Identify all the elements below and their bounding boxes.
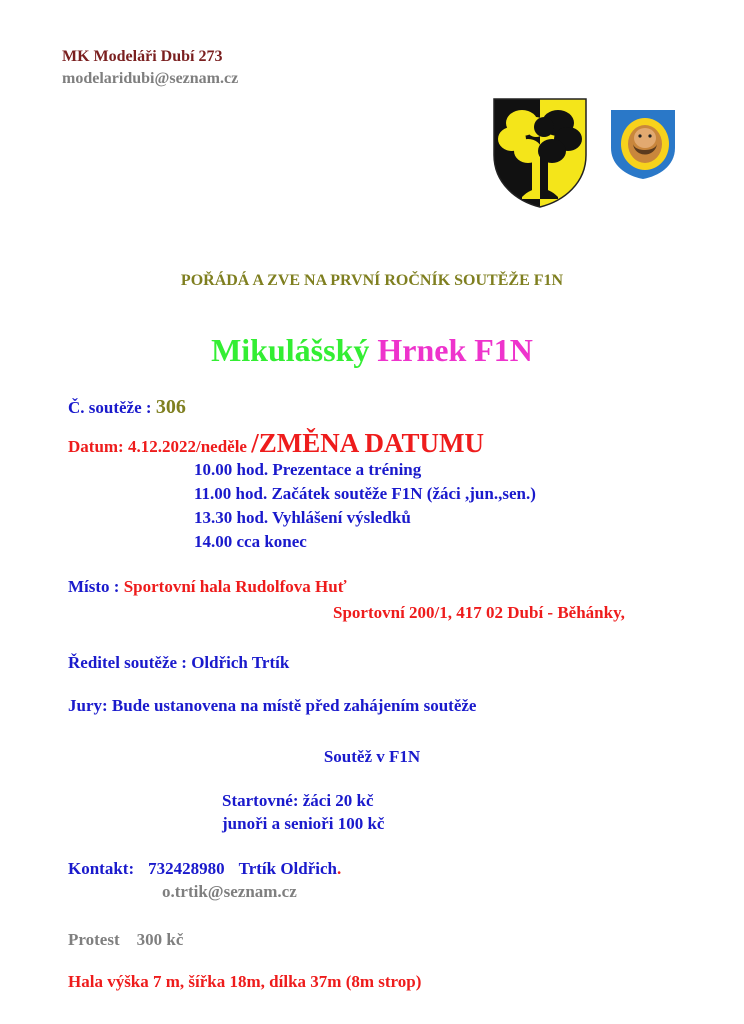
schedule-item: 10.00 hod. Prezentace a tréning xyxy=(194,460,422,479)
competition-number-label: Č. soutěže : xyxy=(68,398,156,417)
contact-phone: 732428980 xyxy=(148,859,225,878)
place-label: Místo : xyxy=(68,577,124,596)
competition-director: Ředitel soutěže : Oldřich Trtík xyxy=(68,653,290,672)
title-word-hrnek: Hrnek F1N xyxy=(377,332,533,368)
schedule-item: 11.00 hod. Začátek soutěže F1N (žáci ,jun.,sen.) xyxy=(194,484,536,503)
protest-label: Protest xyxy=(68,930,120,949)
entry-fee-juniors: Startovné: žáci 20 kč xyxy=(222,791,374,810)
schedule-item: 13.30 hod. Vyhlášení výsledků xyxy=(194,508,411,527)
organizer-email: modelaridubi@seznam.cz xyxy=(62,70,239,87)
competition-number: 306 xyxy=(155,396,186,418)
date-label: Datum: 4.12.2022/neděle xyxy=(68,437,252,456)
schedule-item: 14.00 cca konec xyxy=(194,532,307,551)
entry-fee-seniors: junoři a senioři 100 kč xyxy=(222,814,385,833)
contact-line xyxy=(68,859,341,879)
bearded-man-crest-icon xyxy=(609,108,675,180)
contact-email: o.trtik@seznam.cz xyxy=(162,882,297,901)
organizer-name: MK Modeláři Dubí 273 xyxy=(62,48,223,65)
date-change-notice: /ZMĚNA DATUMU xyxy=(251,428,484,458)
place-venue: Sportovní hala Rudolfova Huť xyxy=(123,577,347,596)
place-line xyxy=(68,577,347,597)
title-word-mikulassky: Mikulášský xyxy=(211,332,370,368)
event-title xyxy=(0,332,744,369)
competition-number-line xyxy=(68,396,186,419)
place-address: Sportovní 200/1, 417 02 Dubí - Běhánky, xyxy=(333,603,625,622)
competition-category: Soutěž v F1N xyxy=(323,747,421,766)
date-line xyxy=(68,428,484,459)
protest-fee: 300 kč xyxy=(136,930,184,949)
jury-info: Jury: Bude ustanovena na místě před zahájením soutěže xyxy=(68,696,477,715)
invitation-heading: POŘÁDÁ A ZVE NA PRVNÍ ROČNÍK SOUTĚŽE F1N xyxy=(180,272,564,289)
hall-dimensions: Hala výška 7 m, šířka 18m, dílka 37m (8m strop) xyxy=(68,972,422,991)
contact-name: Trtík Oldřich xyxy=(238,859,338,878)
contact-label: Kontakt: xyxy=(68,859,135,878)
oak-tree-crest-icon xyxy=(492,97,588,209)
protest-line xyxy=(68,930,183,950)
contact-dot: . xyxy=(337,859,342,878)
